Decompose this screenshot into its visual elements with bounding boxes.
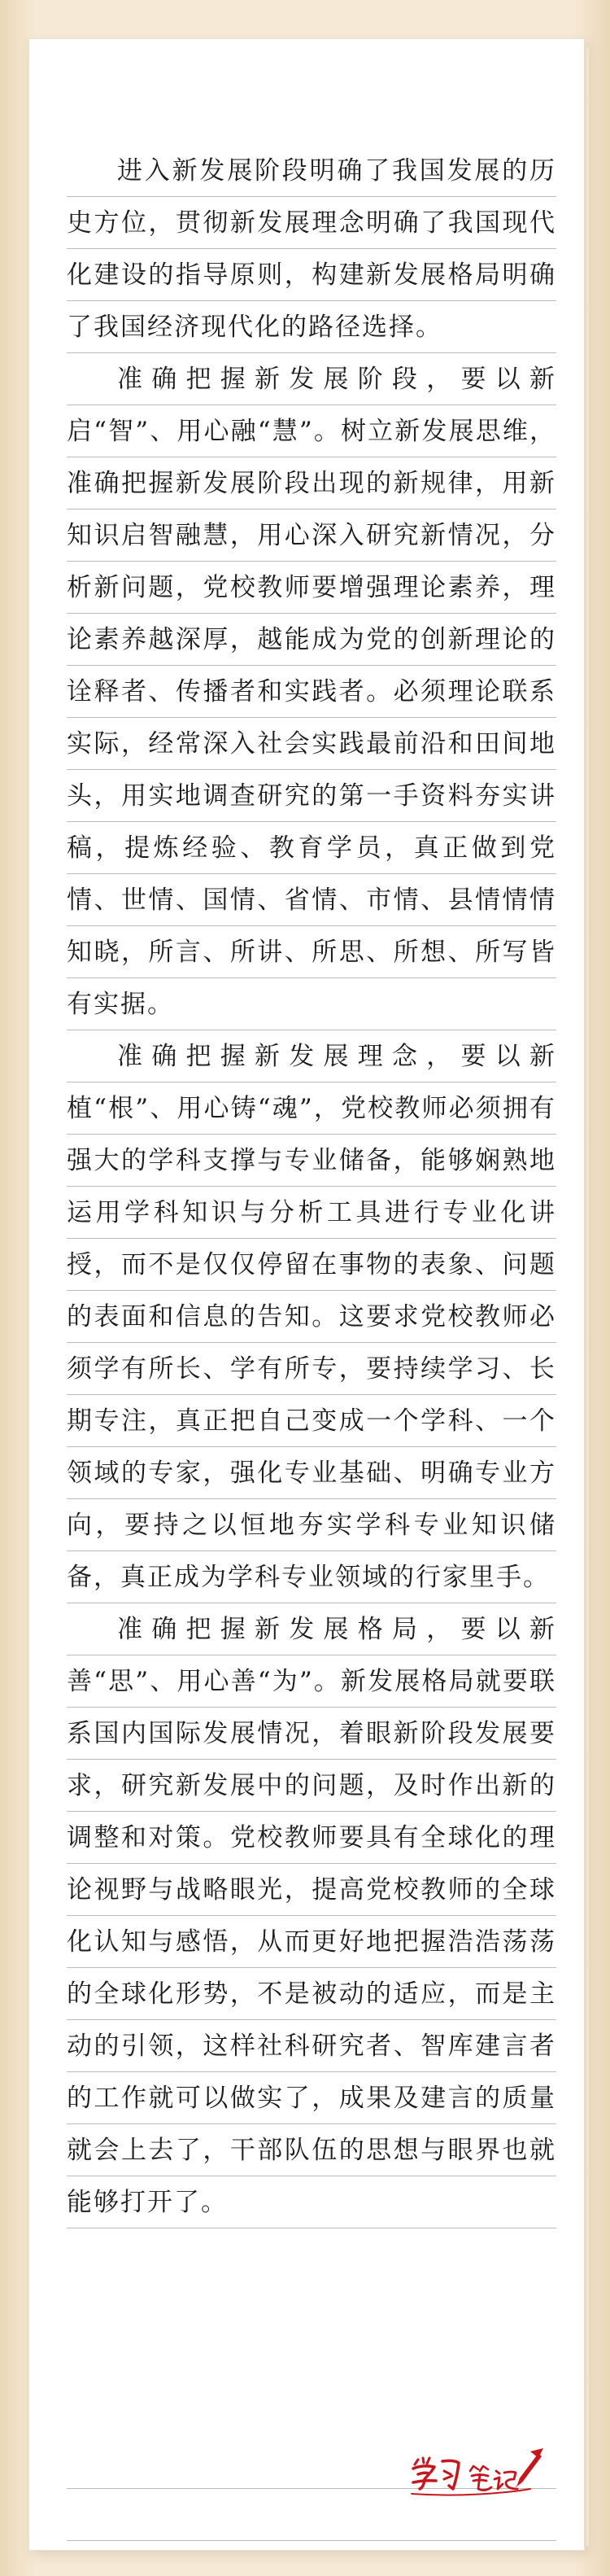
paragraph-3: 准确把握新发展理念，要以新植“根”、用心铸“魂”，党校教师必须拥有强大的学科支撑与专业储备，能够娴熟地运用学科知识与分析工具进行专业化讲授，而不是仅仅停留在事物的表象、问题的表面和信息的告知。这要求党校教师必须学有所长、学有所专，要持续学习、长期专注，真正把自己变成一个学科、一个领域的专家，强化专业基础、明确专业方向，要持之以恒地夯实学科专业知识储备，真正成为学科专业领域的行家里手。 [67,1042,556,1592]
paragraph-2: 准确把握新发展阶段，要以新启“智”、用心融“慧”。树立新发展思维，准确把握新发展阶段出现的新规律，用新知识启智融慧，用心深入研究新情况，分析新问题，党校教师要增强理论素养，理论素养越深厚，越能成为党的创新理论的诠释者、传播者和实践者。必须理论联系实际，经常深入社会实践最前沿和田间地头，用实地调查研究的第一手资料夯实讲稿，提炼经验、教育学员，真正做到党情、世情、国情、省情、市情、县情情情知晓，所言、所讲、所思、所想、所写皆有实据。 [67,365,556,1019]
pen-calligraphy-icon [408,2447,547,2504]
article-body [67,145,556,2228]
notebook-paper [29,39,584,2550]
paragraph-1: 进入新发展阶段明确了我国发展的历史方位，贯彻新发展理念明确了我国现代化建设的指导原则，构建新发展格局明确了我国经济现代化的路径选择。 [67,156,556,342]
study-notes-logo [408,2447,547,2504]
paragraph-4: 准确把握新发展格局，要以新善“思”、用心善“为”。新发展格局就要联系国内国际发展情况，着眼新阶段发展要求，研究新发展中的问题，及时作出新的调整和对策。党校教师要具有全球化的理论视野与战略眼光，提高党校教师的全球化认知与感悟，从而更好地把握浩浩荡荡的全球化形势，不是被动的适应，而是主动的引领，这样社科研究者、智库建言者的工作就可以做实了，成果及建言的质量就会上去了，干部队伍的思想与眼界也就能够打开了。 [67,1615,556,2217]
